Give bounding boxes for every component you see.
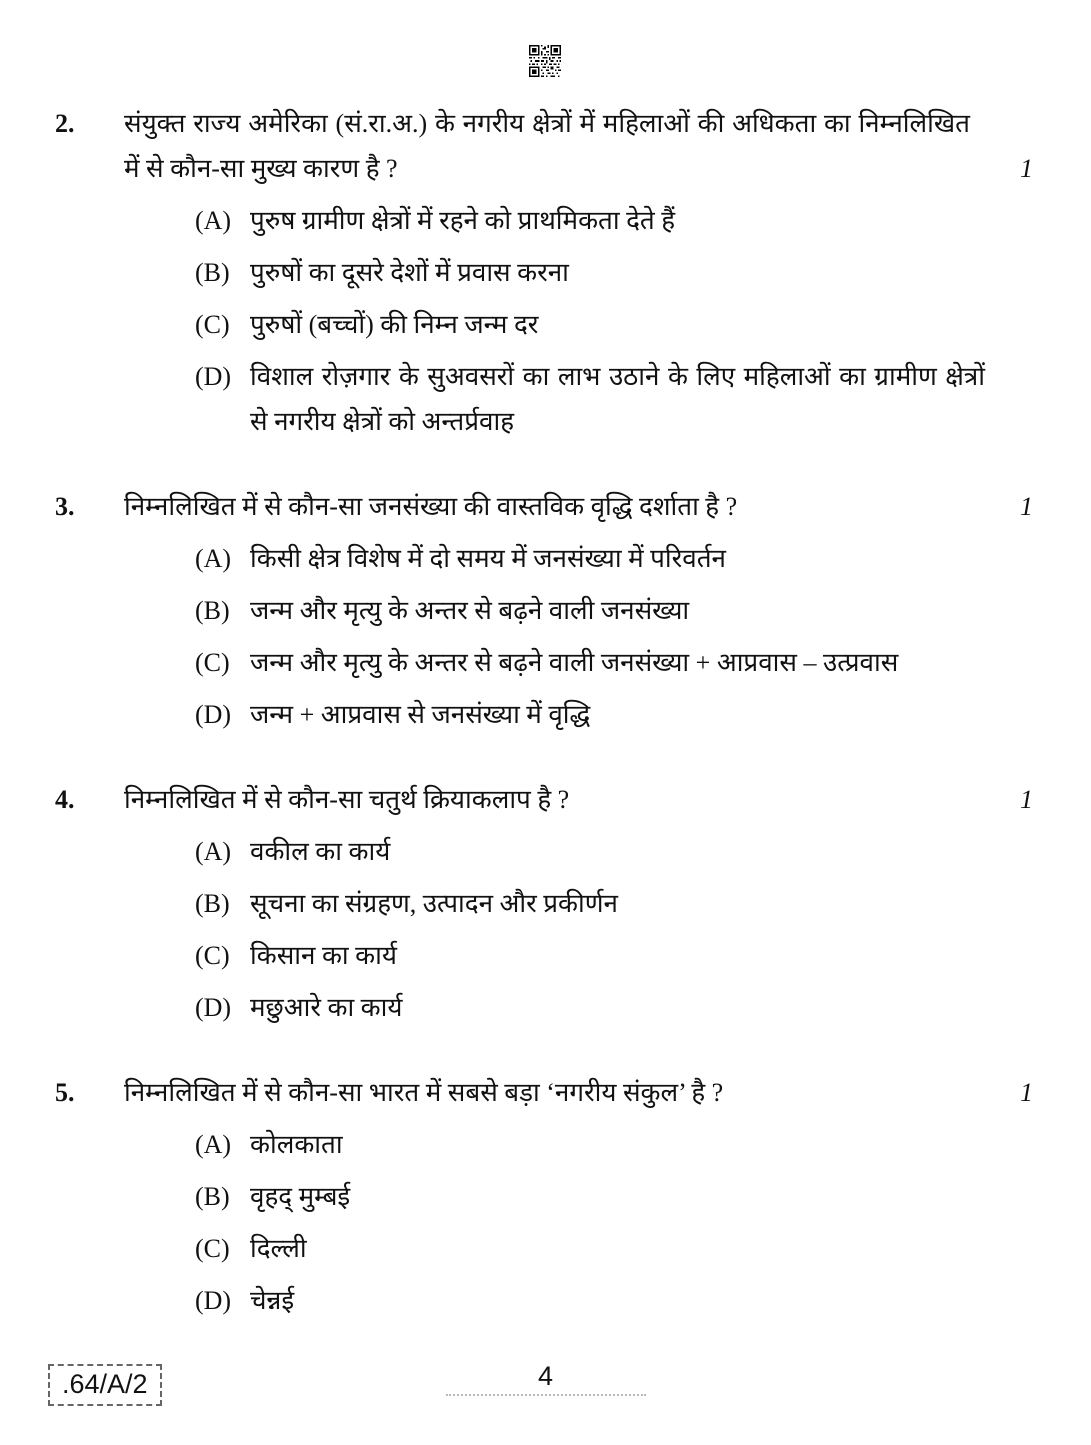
option-label: (C) [195,1234,230,1263]
question-text: निम्नलिखित में से कौन-सा भारत में सबसे बड़ा ‘नगरीय संकुल’ है ? [124,1078,724,1107]
option-text: विशाल रोज़गार के सुअवसरों का लाभ उठाने के लिए महिलाओं का ग्रामीण क्षेत्रों से नगरीय क्षेत्रों को अन्तर्प्रवाह [250,362,985,436]
option-b [124,1174,1035,1219]
option-a [124,829,1035,874]
option-label: (C) [195,941,230,970]
option-b [124,881,1035,926]
option-label: (D) [195,362,232,391]
option-a [124,1122,1035,1167]
option-text: किसान का कार्य [250,941,397,970]
option-a [124,536,1035,581]
marks-value: 1 [1020,492,1033,521]
option-label: (B) [195,889,230,918]
option-a [124,198,1035,243]
option-label: (D) [195,993,232,1022]
page-number: 4 [537,1361,554,1391]
option-b [124,250,1035,295]
footer-dotted-rule [446,1394,646,1396]
page-number-block [0,1360,1091,1396]
option-text: जन्म + आप्रवास से जनसंख्या में वृद्धि [250,700,591,729]
marks-value: 1 [1020,1078,1033,1107]
page-footer [0,1360,1091,1445]
option-d [124,985,1035,1030]
option-label: (C) [195,648,230,677]
question-text: निम्नलिखित में से कौन-सा जनसंख्या की वास्तविक वृद्धि दर्शाता है ? [124,492,738,521]
option-d [124,692,1035,737]
marks-value: 1 [1020,154,1033,183]
question-number: 3. [55,492,75,521]
question-number: 5. [55,1078,75,1107]
option-text: किसी क्षेत्र विशेष में दो समय में जनसंख्या में परिवर्तन [250,544,726,573]
option-label: (A) [195,1130,232,1159]
question-2 [55,101,1035,444]
marks-value: 1 [1020,785,1033,814]
question-number: 4. [55,785,75,814]
question-3 [55,484,1035,737]
option-d [124,354,1035,444]
question-text: संयुक्त राज्य अमेरिका (सं.रा.अ.) के नगरीय क्षेत्रों में महिलाओं की अधिकता का निम्नलिखित में से कौन-सा मुख्य कारण है ? [124,109,970,183]
option-text: कोलकाता [250,1130,343,1159]
option-text: पुरुषों का दूसरे देशों में प्रवास करना [250,258,569,287]
option-label: (B) [195,596,230,625]
question-body [124,777,1035,1030]
question-header [124,1070,1035,1115]
option-text: दिल्ली [250,1234,307,1263]
option-text: वकील का कार्य [250,837,391,866]
question-4 [55,777,1035,1030]
option-c [124,302,1035,347]
option-text: मछुआरे का कार्य [250,993,403,1022]
question-text: निम्नलिखित में से कौन-सा चतुर्थ क्रियाकलाप है ? [124,785,570,814]
option-c [124,1226,1035,1271]
option-text: जन्म और मृत्यु के अन्तर से बढ़ने वाली जनसंख्या + आप्रवास – उत्प्रवास [250,648,899,677]
option-text: सूचना का संग्रहण, उत्पादन और प्रकीर्णन [250,889,618,918]
option-label: (A) [195,837,232,866]
option-text: वृहद् मुम्बई [250,1182,351,1211]
option-label: (B) [195,1182,230,1211]
option-label: (C) [195,310,230,339]
question-body [124,1070,1035,1323]
option-label: (A) [195,544,232,573]
option-label: (D) [195,1286,232,1315]
option-text: पुरुषों (बच्चों) की निम्न जन्म दर [250,310,539,339]
qr-code [55,40,1035,87]
option-text: पुरुष ग्रामीण क्षेत्रों में रहने को प्राथमिकता देते हैं [250,206,676,235]
option-c [124,640,1035,685]
paper-code: .64/A/2 [48,1364,162,1406]
question-body [124,484,1035,737]
option-d [124,1278,1035,1323]
option-b [124,588,1035,633]
question-body [124,101,1035,444]
option-c [124,933,1035,978]
question-header [124,484,1035,529]
option-text: चेन्नई [250,1286,295,1315]
option-label: (A) [195,206,232,235]
option-label: (D) [195,700,232,729]
question-header [124,777,1035,822]
option-text: जन्म और मृत्यु के अन्तर से बढ़ने वाली जनसंख्या [250,596,690,625]
question-number: 2. [55,109,75,138]
question-header [124,101,1035,191]
question-5 [55,1070,1035,1323]
option-label: (B) [195,258,230,287]
